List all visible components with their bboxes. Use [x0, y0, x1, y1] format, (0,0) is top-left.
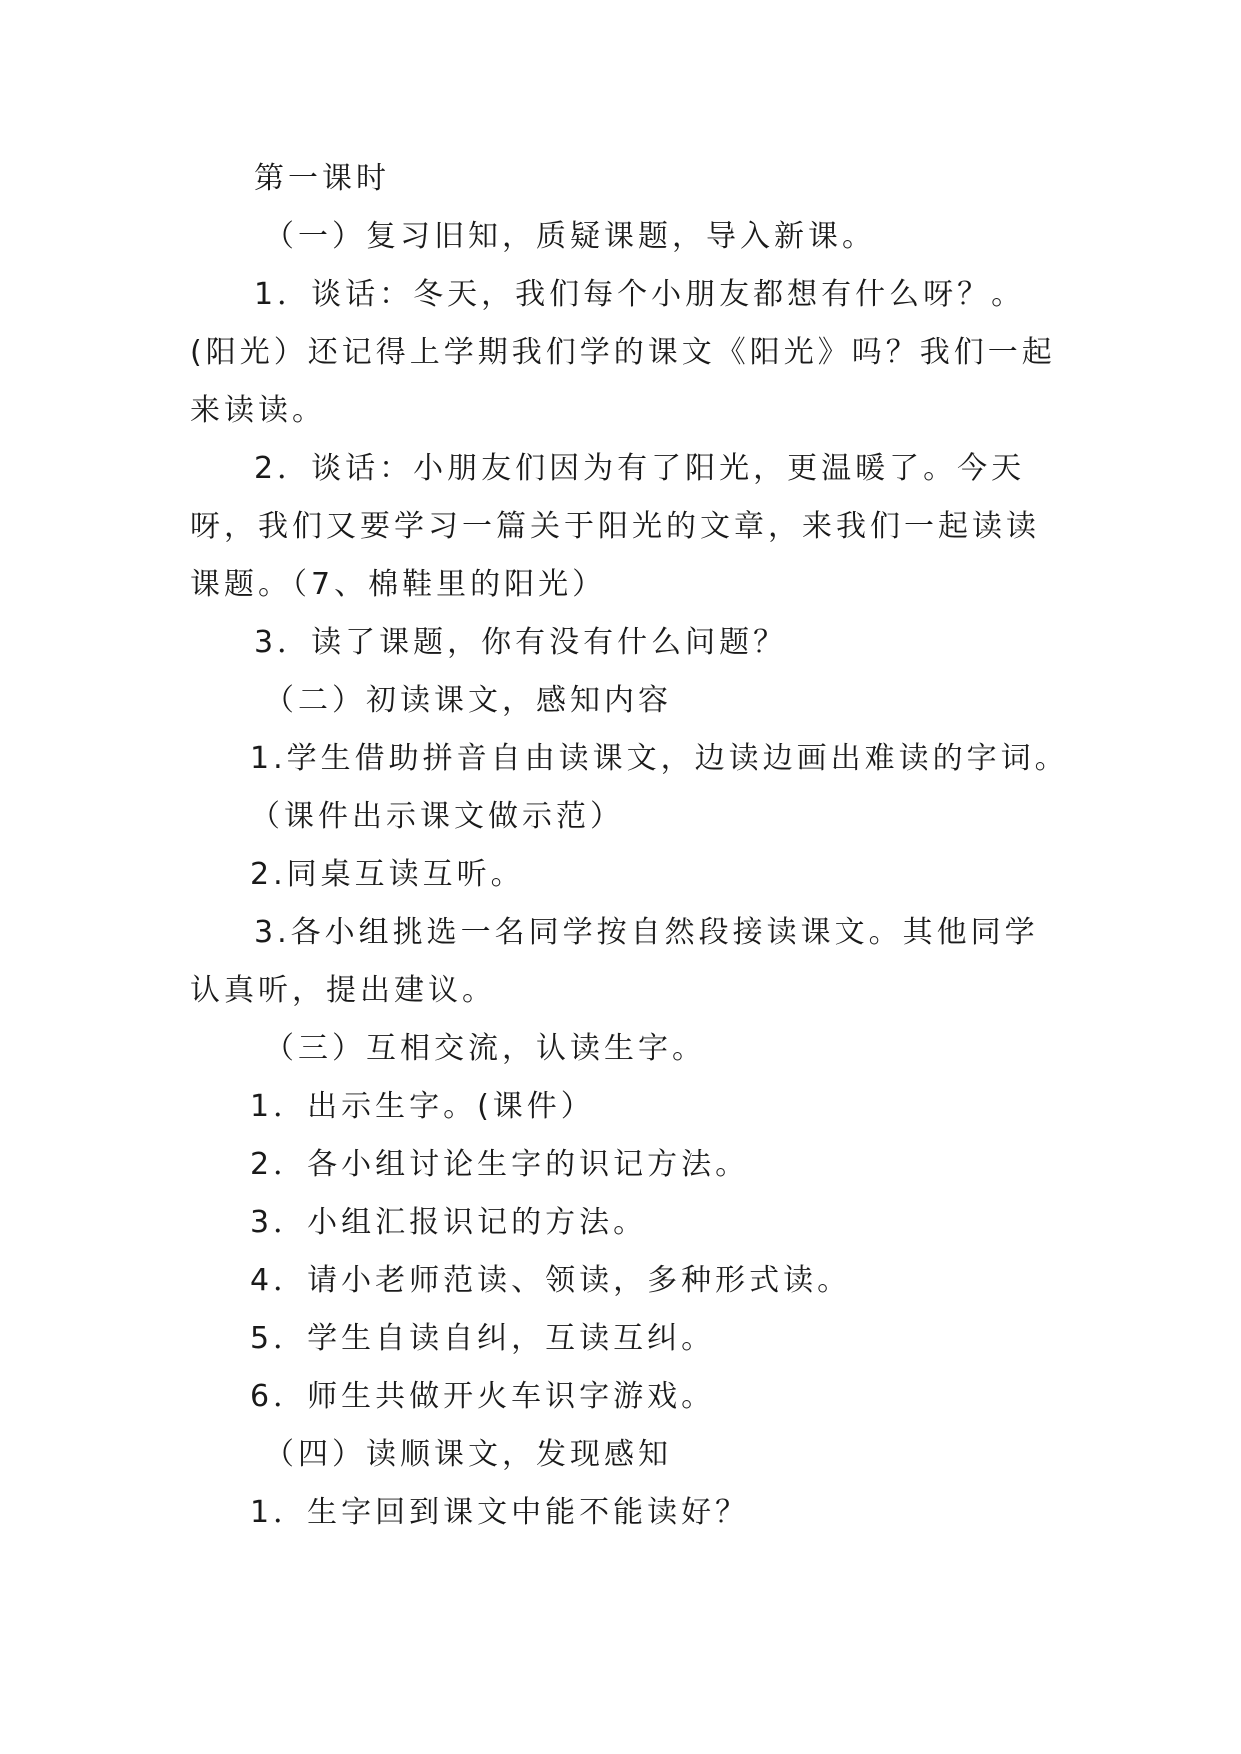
paragraph-3: 3．读了课题，你有没有什么问题？	[254, 625, 788, 660]
list-item: 2．各小组讨论生字的识记方法。	[250, 1147, 750, 1182]
list-item: 1．出示生字。(课件）	[250, 1089, 595, 1124]
paragraph-2: 2．谈话：小朋友们因为有了阳光，更温暖了。今天呀，我们又要学习一篇关于阳光的文章，来我们一起读读课题。（7、棉鞋里的阳光）	[190, 451, 1040, 602]
list-item: 3．小组汇报识记的方法。	[250, 1205, 648, 1240]
paragraph-6: 3.各小组挑选一名同学按自然段接读课文。其他同学认真听，提出建议。	[190, 915, 1039, 1008]
lesson-title: 第一课时	[254, 161, 390, 196]
list-item: 4．请小老师范读、领读，多种形式读。	[250, 1263, 852, 1298]
list-item: 6．师生共做开火车识字游戏。	[250, 1379, 716, 1414]
section-heading-1: （一）复习旧知，质疑课题，导入新课。	[264, 219, 876, 254]
section-heading-4: （四）读顺课文，发现感知	[264, 1437, 672, 1472]
paragraph-1: 1．谈话：冬天，我们每个小朋友都想有什么呀？。(阳光）还记得上学期我们学的课文《阳光》吗？我们一起来读读。	[190, 277, 1056, 428]
list-item: 1．生字回到课文中能不能读好？	[250, 1495, 750, 1530]
list-item: 5．学生自读自纠，互读互纠。	[250, 1321, 716, 1356]
section-heading-2: （二）初读课文，感知内容	[264, 683, 672, 718]
paragraph-5: 2.同桌互读互听。	[250, 857, 525, 892]
document-body	[190, 150, 1070, 1542]
section-heading-3: （三）互相交流，认读生字。	[264, 1031, 706, 1066]
paragraph-4: 1.学生借助拼音自由读课文，边读边画出难读的字词。（课件出示课文做示范）	[250, 741, 1069, 834]
